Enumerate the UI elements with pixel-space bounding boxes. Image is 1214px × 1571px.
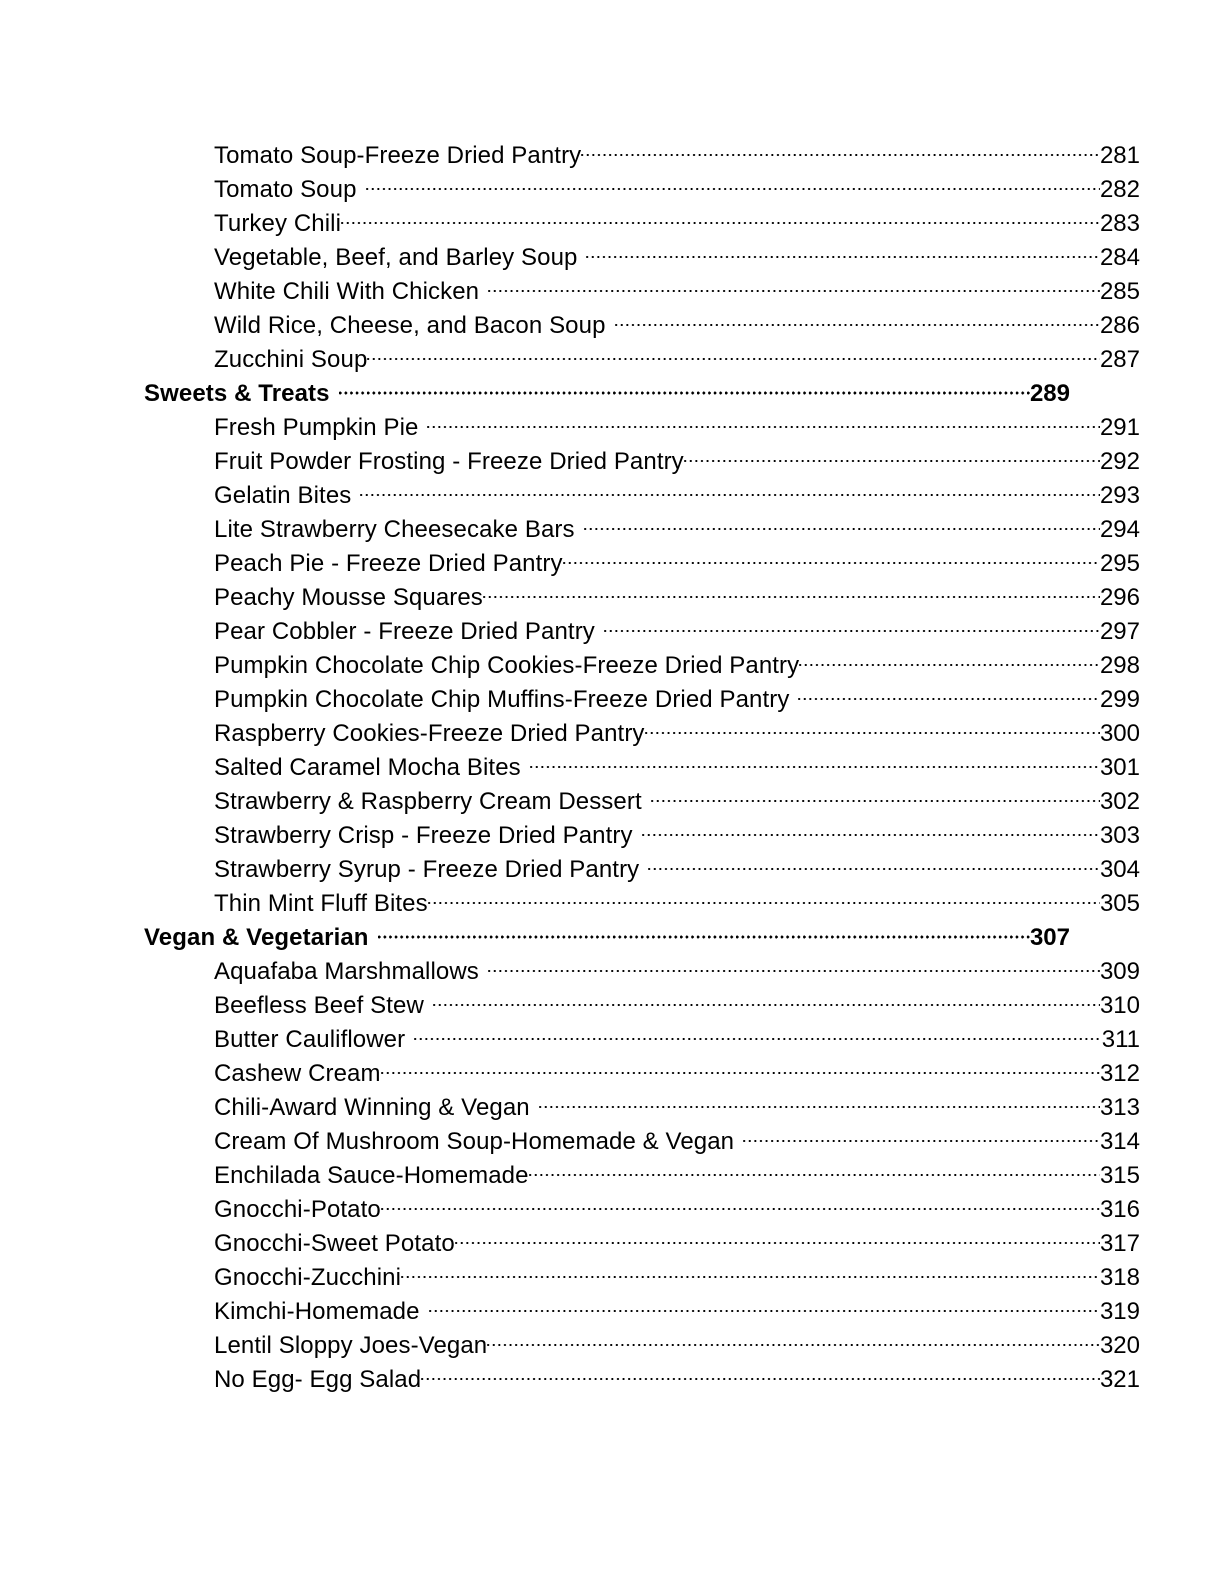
toc-entry[interactable] bbox=[144, 1193, 1140, 1227]
toc-dot-leader bbox=[427, 421, 1100, 445]
toc-dot-leader bbox=[341, 217, 1100, 241]
toc-dot-leader bbox=[586, 251, 1099, 275]
toc-entry[interactable] bbox=[144, 479, 1140, 513]
toc-page-number: 289 bbox=[1029, 380, 1070, 407]
toc-entry[interactable] bbox=[144, 139, 1140, 173]
toc-entry-title: Beefless Beef Stew bbox=[214, 992, 424, 1019]
toc-entry-title: Vegetable, Beef, and Barley Soup bbox=[214, 244, 578, 271]
toc-entry-title: Wild Rice, Cheese, and Bacon Soup bbox=[214, 312, 606, 339]
toc-entry[interactable] bbox=[144, 343, 1140, 377]
toc-entry[interactable] bbox=[144, 275, 1140, 309]
toc-dot-leader bbox=[799, 659, 1100, 683]
toc-page-number: 297 bbox=[1099, 618, 1140, 645]
toc-dot-leader bbox=[645, 727, 1100, 751]
toc-dot-leader bbox=[604, 625, 1100, 649]
toc-page-number: 313 bbox=[1099, 1094, 1140, 1121]
toc-dot-leader bbox=[584, 523, 1100, 547]
toc-page-number: 300 bbox=[1099, 720, 1140, 747]
toc-dot-leader bbox=[367, 353, 1100, 377]
toc-page-number: 286 bbox=[1099, 312, 1140, 339]
toc-entry[interactable] bbox=[144, 1023, 1140, 1057]
toc-page-number: 284 bbox=[1099, 244, 1140, 271]
toc-page-number: 312 bbox=[1099, 1060, 1140, 1087]
toc-entry-title: Gnocchi-Potato bbox=[214, 1196, 381, 1223]
toc-dot-leader bbox=[581, 149, 1100, 173]
toc-entry[interactable] bbox=[144, 853, 1140, 887]
toc-dot-leader bbox=[421, 1373, 1100, 1397]
toc-dot-leader bbox=[488, 285, 1100, 309]
toc-entry-title: Enchilada Sauce-Homemade bbox=[214, 1162, 529, 1189]
toc-entry[interactable] bbox=[144, 513, 1140, 547]
toc-entry-title: White Chili With Chicken bbox=[214, 278, 480, 305]
toc-dot-leader bbox=[539, 1101, 1100, 1125]
toc-page-number: 291 bbox=[1099, 414, 1140, 441]
toc-page-number: 303 bbox=[1099, 822, 1140, 849]
toc-entry[interactable] bbox=[144, 1363, 1140, 1397]
toc-entry[interactable] bbox=[144, 173, 1140, 207]
toc-entry-title: Cashew Cream bbox=[214, 1060, 381, 1087]
toc-entry[interactable] bbox=[144, 1295, 1140, 1329]
toc-entry-title: Zucchini Soup bbox=[214, 346, 368, 373]
toc-entry[interactable] bbox=[144, 1057, 1140, 1091]
toc-page-number: 302 bbox=[1099, 788, 1140, 815]
toc-entry[interactable] bbox=[144, 751, 1140, 785]
toc-dot-leader bbox=[563, 557, 1100, 581]
toc-entry[interactable] bbox=[144, 1091, 1140, 1125]
toc-entry[interactable] bbox=[144, 887, 1140, 921]
toc-entry[interactable] bbox=[144, 207, 1140, 241]
toc-entry-title: Gnocchi-Sweet Potato bbox=[214, 1230, 455, 1257]
toc-entry-title: Pumpkin Chocolate Chip Muffins-Freeze Dried Pantry bbox=[214, 686, 790, 713]
toc-entry[interactable] bbox=[144, 581, 1140, 615]
toc-dot-leader bbox=[381, 1067, 1100, 1091]
toc-entry-title: Gnocchi-Zucchini bbox=[214, 1264, 402, 1291]
toc-entry-title: Sweets & Treats bbox=[144, 380, 330, 407]
toc-entry[interactable] bbox=[144, 683, 1140, 717]
toc-dot-leader bbox=[381, 1203, 1100, 1227]
toc-entry[interactable] bbox=[144, 955, 1140, 989]
toc-entry[interactable] bbox=[144, 615, 1140, 649]
toc-page-number: 285 bbox=[1099, 278, 1140, 305]
toc-entry-title: Lentil Sloppy Joes-Vegan bbox=[214, 1332, 488, 1359]
toc-dot-leader bbox=[433, 999, 1100, 1023]
table-of-contents bbox=[144, 139, 1140, 1397]
toc-entry-title: Salted Caramel Mocha Bites bbox=[214, 754, 521, 781]
toc-dot-leader bbox=[378, 931, 1030, 955]
toc-entry[interactable] bbox=[144, 1125, 1140, 1159]
toc-dot-leader bbox=[487, 1339, 1100, 1363]
toc-entry[interactable] bbox=[144, 819, 1140, 853]
toc-page-number: 309 bbox=[1099, 958, 1140, 985]
toc-dot-leader bbox=[684, 455, 1100, 479]
toc-page-number: 299 bbox=[1099, 686, 1140, 713]
toc-page-number: 304 bbox=[1099, 856, 1140, 883]
toc-page-number: 315 bbox=[1099, 1162, 1140, 1189]
toc-dot-leader bbox=[642, 829, 1100, 853]
toc-page-number: 317 bbox=[1099, 1230, 1140, 1257]
toc-dot-leader bbox=[366, 183, 1100, 207]
toc-entry-title: Chili-Award Winning & Vegan bbox=[214, 1094, 530, 1121]
toc-entry-title: Butter Cauliflower bbox=[214, 1026, 406, 1053]
toc-page-number: 319 bbox=[1099, 1298, 1140, 1325]
toc-dot-leader bbox=[483, 591, 1100, 615]
toc-entry-title: Tomato Soup-Freeze Dried Pantry bbox=[214, 142, 582, 169]
toc-entry-title: Vegan & Vegetarian bbox=[144, 924, 369, 951]
toc-page-number: 318 bbox=[1099, 1264, 1140, 1291]
toc-page-number: 294 bbox=[1099, 516, 1140, 543]
toc-dot-leader bbox=[401, 1271, 1100, 1295]
toc-entry[interactable] bbox=[144, 785, 1140, 819]
toc-dot-leader bbox=[798, 693, 1099, 717]
toc-page-number: 311 bbox=[1101, 1026, 1140, 1053]
toc-page-number: 282 bbox=[1099, 176, 1140, 203]
toc-section-heading[interactable] bbox=[144, 377, 1070, 411]
toc-dot-leader bbox=[488, 965, 1100, 989]
toc-entry[interactable] bbox=[144, 241, 1140, 275]
toc-page-number: 293 bbox=[1099, 482, 1140, 509]
toc-page-number: 305 bbox=[1099, 890, 1140, 917]
toc-entry[interactable] bbox=[144, 649, 1140, 683]
toc-section-heading[interactable] bbox=[144, 921, 1070, 955]
toc-dot-leader bbox=[651, 795, 1100, 819]
toc-entry[interactable] bbox=[144, 989, 1140, 1023]
toc-page-number: 296 bbox=[1099, 584, 1140, 611]
toc-entry[interactable] bbox=[144, 445, 1140, 479]
toc-page-number: 310 bbox=[1099, 992, 1140, 1019]
toc-dot-leader bbox=[530, 761, 1100, 785]
toc-entry-title: Peach Pie - Freeze Dried Pantry bbox=[214, 550, 563, 577]
toc-page-number: 301 bbox=[1099, 754, 1140, 781]
toc-page-number: 307 bbox=[1029, 924, 1070, 951]
toc-dot-leader bbox=[429, 1305, 1100, 1329]
toc-entry-title: Strawberry & Raspberry Cream Dessert bbox=[214, 788, 642, 815]
toc-entry-title: Lite Strawberry Cheesecake Bars bbox=[214, 516, 575, 543]
toc-dot-leader bbox=[529, 1169, 1100, 1193]
toc-entry-title: Pear Cobbler - Freeze Dried Pantry bbox=[214, 618, 595, 645]
toc-entry-title: Fresh Pumpkin Pie bbox=[214, 414, 419, 441]
toc-dot-leader bbox=[455, 1237, 1100, 1261]
toc-entry-title: Strawberry Crisp - Freeze Dried Pantry bbox=[214, 822, 633, 849]
toc-dot-leader bbox=[414, 1033, 1102, 1057]
toc-page-number: 298 bbox=[1099, 652, 1140, 679]
toc-page-number: 321 bbox=[1099, 1366, 1140, 1393]
toc-page-number: 283 bbox=[1099, 210, 1140, 237]
toc-entry-title: Tomato Soup bbox=[214, 176, 357, 203]
toc-page-number: 314 bbox=[1099, 1128, 1140, 1155]
toc-dot-leader bbox=[360, 489, 1100, 513]
toc-entry[interactable] bbox=[144, 1261, 1140, 1295]
toc-entry-title: Kimchi-Homemade bbox=[214, 1298, 420, 1325]
toc-entry-title: Thin Mint Fluff Bites bbox=[214, 890, 428, 917]
toc-entry[interactable] bbox=[144, 309, 1140, 343]
toc-dot-leader bbox=[615, 319, 1100, 343]
toc-dot-leader bbox=[648, 863, 1100, 887]
toc-page-number: 292 bbox=[1099, 448, 1140, 475]
toc-entry-title: Turkey Chili bbox=[214, 210, 342, 237]
toc-dot-leader bbox=[339, 387, 1030, 411]
toc-entry-title: Aquafaba Marshmallows bbox=[214, 958, 479, 985]
toc-entry-title: Gelatin Bites bbox=[214, 482, 352, 509]
toc-entry[interactable] bbox=[144, 411, 1140, 445]
toc-page-number: 281 bbox=[1099, 142, 1140, 169]
toc-page-number: 316 bbox=[1099, 1196, 1140, 1223]
toc-entry-title: Strawberry Syrup - Freeze Dried Pantry bbox=[214, 856, 640, 883]
toc-page-number: 320 bbox=[1099, 1332, 1140, 1359]
toc-entry-title: Fruit Powder Frosting - Freeze Dried Pantry bbox=[214, 448, 684, 475]
toc-page-number: 287 bbox=[1099, 346, 1140, 373]
toc-entry[interactable] bbox=[144, 1227, 1140, 1261]
toc-entry-title: Cream Of Mushroom Soup-Homemade & Vegan bbox=[214, 1128, 735, 1155]
toc-entry[interactable] bbox=[144, 547, 1140, 581]
toc-entry[interactable] bbox=[144, 1329, 1140, 1363]
toc-entry-title: Pumpkin Chocolate Chip Cookies-Freeze Dried Pantry bbox=[214, 652, 800, 679]
toc-entry[interactable] bbox=[144, 717, 1140, 751]
toc-entry[interactable] bbox=[144, 1159, 1140, 1193]
toc-entry-title: Raspberry Cookies-Freeze Dried Pantry bbox=[214, 720, 645, 747]
toc-dot-leader bbox=[743, 1135, 1100, 1159]
toc-page-number: 295 bbox=[1099, 550, 1140, 577]
toc-dot-leader bbox=[428, 897, 1100, 921]
toc-entry-title: Peachy Mousse Squares bbox=[214, 584, 483, 611]
toc-entry-title: No Egg- Egg Salad bbox=[214, 1366, 422, 1393]
